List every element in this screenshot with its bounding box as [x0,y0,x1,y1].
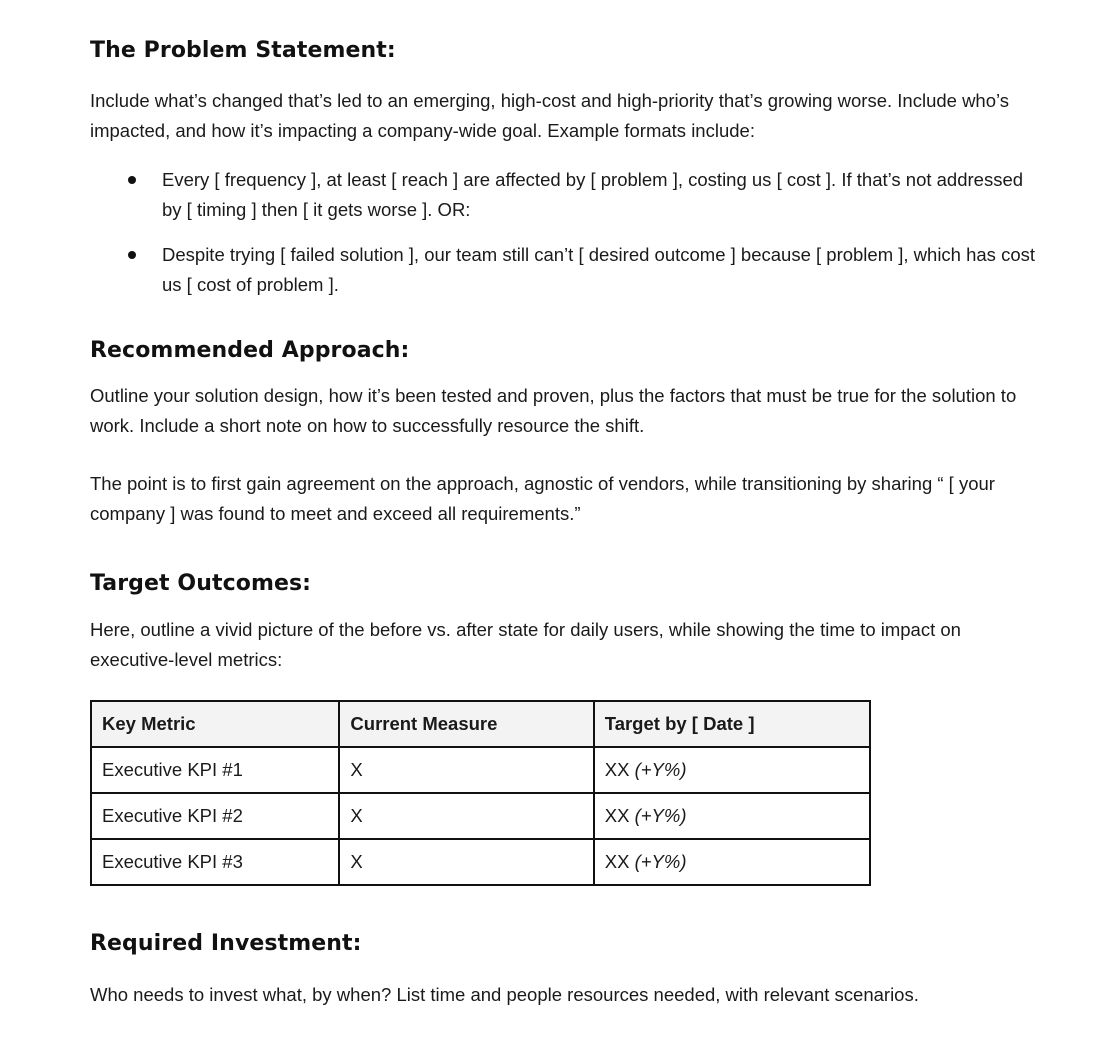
current-cell: X [339,747,593,793]
approach-paragraph-2: The point is to first gain agreement on the approach, agnostic of vendors, while transitioning by sharing “ [ your company ] was found to meet and exceed all requirements.” [90,473,995,524]
target-cell [594,839,870,885]
target-value: XX [604,851,630,872]
list-item-text: Every [ frequency ], at least [ reach ] are affected by [ problem ], costing us [ cost ]. If that’s not addressed by [ timing ] then [ it gets worse ]. OR: [162,169,1024,220]
target-change: (+Y%) [634,805,687,826]
metric-cell: Executive KPI #1 [91,747,339,793]
bullet-icon [128,251,136,259]
required-investment-heading: Required Investment: [90,931,362,956]
header-key-metric: Key Metric [91,701,339,747]
table-row [91,839,870,885]
list-item [90,165,1040,224]
problem-statement-heading: The Problem Statement: [90,38,396,63]
header-target: Target by [ Date ] [594,701,870,747]
problem-statement-intro: Include what’s changed that’s led to an emerging, high-cost and high-priority that’s growing worse. Include who’s impacted, and how it’s impacting a company-wide goal. Example formats include: [90,90,1010,141]
metric-cell: Executive KPI #3 [91,839,339,885]
problem-examples-list [90,165,1040,315]
list-item-text: Despite trying [ failed solution ], our team still can’t [ desired outcome ] because [ problem ], which has cost us [ cost of problem ]. [162,244,1036,295]
target-change: (+Y%) [634,851,687,872]
table-row [91,747,870,793]
target-outcomes-heading: Target Outcomes: [90,571,312,596]
header-current-measure: Current Measure [339,701,593,747]
list-item [90,240,1040,299]
table-header-row [91,701,870,747]
target-cell [594,793,870,839]
target-outcomes-intro: Here, outline a vivid picture of the before vs. after state for daily users, while showing the time to impact on executive-level metrics: [90,619,961,670]
metric-cell: Executive KPI #2 [91,793,339,839]
current-cell: X [339,839,593,885]
approach-paragraph-1: Outline your solution design, how it’s been tested and proven, plus the factors that must be true for the solution to work. Include a short note on how to successfully resource the shift. [90,385,1017,436]
metrics-table [90,700,871,886]
bullet-icon [128,176,136,184]
recommended-approach-heading: Recommended Approach: [90,338,410,363]
target-value: XX [604,805,630,826]
target-change: (+Y%) [629,759,687,780]
target-cell [594,747,870,793]
investment-paragraph: Who needs to invest what, by when? List time and people resources needed, with relevant scenarios. [90,984,919,1005]
current-cell: X [339,793,593,839]
table-row [91,793,870,839]
target-value: XX [604,759,630,780]
